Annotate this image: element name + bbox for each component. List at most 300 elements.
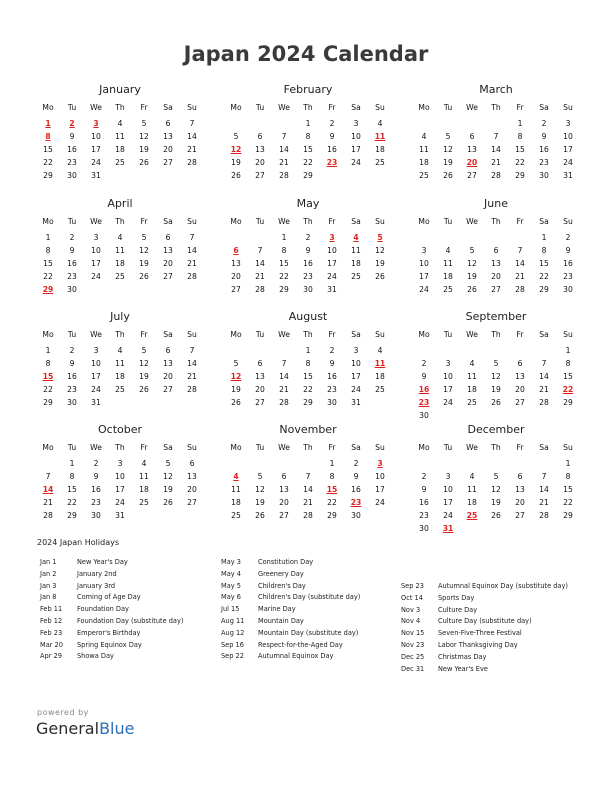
weekday-header: Tu [443,103,453,112]
weekday-header: Su [563,103,573,112]
empty-day [532,457,556,470]
month-august [224,309,392,409]
holiday-day: 14 [42,485,54,494]
day: 17 [327,259,337,268]
day: 9 [329,132,335,141]
month-name: May [296,197,320,210]
month-name: January [99,83,141,96]
day: 13 [491,259,501,268]
day: 15 [563,372,573,381]
day: 26 [231,171,241,180]
day: 30 [419,524,429,533]
weekday-header: Fr [328,330,336,339]
holiday-date: Apr 29 [40,652,62,661]
day: 14 [539,485,549,494]
weekday-header: Tu [67,330,77,339]
weekday-header: Mo [42,217,54,226]
holiday-date: Jan 2 [40,569,57,578]
day: 30 [327,398,337,407]
weekday-header: Th [115,103,125,112]
holiday-item [221,616,360,628]
day: 8 [517,132,523,141]
day: 1 [329,459,335,468]
weekday-header: Sa [351,443,361,452]
day: 12 [467,259,477,268]
weekday-header: We [278,217,290,226]
month-name: September [465,310,527,323]
day: 16 [563,259,573,268]
day: 16 [327,145,337,154]
holiday-name: Seven-Five-Three Festival [438,629,522,638]
weekday-header: Sa [351,103,361,112]
day: 7 [189,346,195,355]
day: 14 [255,259,265,268]
holiday-day: 15 [326,485,338,494]
day: 4 [141,459,147,468]
holiday-name: Spring Equinox Day [77,640,142,649]
day: 14 [279,145,289,154]
holiday-day: 22 [562,385,574,394]
day: 31 [91,171,101,180]
holiday-name: New Year's Day [77,558,128,566]
day: 21 [255,272,265,281]
weekday-header: Th [303,103,313,112]
holiday-date: Nov 15 [401,629,425,638]
day: 10 [375,472,385,481]
day: 7 [541,472,547,481]
day: 4 [117,233,123,242]
day: 2 [329,119,335,128]
holiday-name: Children's Day [258,581,306,590]
day: 22 [303,385,313,394]
day: 26 [139,158,149,167]
day: 5 [493,472,499,481]
day: 22 [67,498,77,507]
day: 2 [565,233,571,242]
day: 1 [69,459,75,468]
day: 31 [351,398,361,407]
day: 16 [539,145,549,154]
holiday-day: 29 [42,285,54,294]
day: 13 [515,485,525,494]
holiday-day: 5 [377,233,383,242]
day-grid [36,441,204,522]
day: 8 [305,359,311,368]
holiday-day: 23 [326,158,338,167]
day: 5 [445,132,451,141]
weekday-header: Fr [140,330,148,339]
holiday-name: Greenery Day [258,569,304,578]
day: 1 [565,459,571,468]
month-name: July [110,310,130,323]
holiday-item [40,640,183,652]
holiday-date: Feb 11 [40,605,63,614]
day: 22 [515,158,525,167]
day: 14 [491,145,501,154]
weekday-header: Fr [516,103,524,112]
weekday-header: Mo [42,443,54,452]
holiday-date: Jan 8 [40,593,57,602]
day: 1 [305,346,311,355]
day: 23 [67,272,77,281]
day: 30 [351,511,361,520]
day: 5 [141,119,147,128]
day: 5 [165,459,171,468]
day: 13 [515,372,525,381]
day: 17 [419,272,429,281]
holiday-name: January 3rd [77,581,116,590]
day: 13 [279,485,289,494]
day: 2 [69,346,75,355]
holiday-name: Foundation Day [77,605,129,614]
day: 17 [443,498,453,507]
day: 9 [541,132,547,141]
powered-by-text: powered by [37,708,89,717]
weekday-header: Fr [140,103,148,112]
day: 7 [189,119,195,128]
weekday-header: Th [115,443,125,452]
weekday-header: Fr [140,443,148,452]
day: 13 [255,372,265,381]
day: 27 [515,511,525,520]
weekday-header: We [278,443,290,452]
holiday-item [401,640,568,652]
day: 11 [443,259,453,268]
month-october [36,422,204,522]
holiday-item [401,616,568,628]
holiday-name: Children's Day (substitute day) [258,593,361,602]
day: 4 [377,346,383,355]
day: 1 [45,346,51,355]
holiday-day: 4 [233,472,239,481]
holiday-name: Culture Day [438,605,478,614]
day: 15 [515,145,525,154]
day: 15 [67,485,77,494]
day: 30 [67,398,77,407]
day: 7 [45,472,51,481]
brand-general: General [36,719,100,738]
holiday-name: Autumnal Equinox Day (substitute day) [438,582,568,590]
day: 8 [281,246,287,255]
holiday-item [401,664,568,676]
day: 6 [281,472,287,481]
day: 29 [327,511,337,520]
holiday-day: 1 [45,119,51,128]
month-may [224,196,392,296]
empty-day [484,231,508,244]
month-february [224,82,392,182]
weekday-header: Th [303,217,313,226]
day: 9 [565,246,571,255]
day: 9 [305,246,311,255]
day: 27 [163,158,173,167]
day: 12 [491,485,501,494]
day: 18 [115,145,125,154]
weekday-header: Th [303,330,313,339]
holiday-date: Sep 16 [221,640,244,649]
weekday-header: Sa [163,330,173,339]
holiday-name: Showa Day [77,652,114,661]
weekday-header: Mo [230,330,242,339]
day: 12 [491,372,501,381]
holiday-day: 12 [230,372,242,381]
day: 23 [67,385,77,394]
day: 28 [279,398,289,407]
day: 24 [419,285,429,294]
day: 21 [187,259,197,268]
day: 26 [139,272,149,281]
day: 7 [493,132,499,141]
empty-day [224,457,248,470]
day: 20 [187,485,197,494]
day: 19 [163,485,173,494]
day: 19 [443,158,453,167]
day: 28 [491,171,501,180]
day: 5 [233,359,239,368]
day: 2 [541,119,547,128]
day: 9 [421,485,427,494]
empty-day [436,344,460,357]
day: 2 [421,359,427,368]
day: 5 [469,246,475,255]
holiday-date: Sep 23 [401,582,424,590]
day: 12 [443,145,453,154]
weekday-header: Tu [255,103,265,112]
day: 24 [91,272,101,281]
page-title: Japan 2024 Calendar [183,42,429,66]
weekday-header: Sa [539,103,549,112]
weekday-header: Tu [443,330,453,339]
empty-day [412,117,436,130]
day: 27 [255,398,265,407]
weekday-header: Mo [230,103,242,112]
day: 7 [541,359,547,368]
holiday-date: Feb 23 [40,628,63,637]
day: 13 [255,145,265,154]
day: 19 [139,372,149,381]
day: 30 [419,411,429,420]
brand-logo[interactable] [36,719,134,738]
holiday-item [401,652,568,664]
weekday-header: Th [115,330,125,339]
holiday-date: Dec 25 [401,652,425,661]
weekday-header: Su [563,443,573,452]
holiday-date: Aug 12 [221,628,245,637]
day: 10 [91,246,101,255]
day: 24 [443,398,453,407]
month-name: February [283,83,333,96]
day: 27 [187,498,197,507]
day: 4 [469,472,475,481]
day: 23 [91,498,101,507]
holiday-date: Feb 12 [40,616,63,625]
day: 28 [539,398,549,407]
weekday-header: Su [187,443,197,452]
day: 24 [351,385,361,394]
day: 8 [69,472,75,481]
empty-day [224,231,248,244]
weekday-header: Sa [163,103,173,112]
day: 8 [45,246,51,255]
holiday-day: 20 [466,158,478,167]
day: 10 [351,359,361,368]
day: 27 [163,385,173,394]
day: 23 [67,158,77,167]
holidays-title: 2024 Japan Holidays [37,538,119,547]
day: 2 [69,233,75,242]
month-name: November [279,423,337,436]
day-grid [412,215,580,296]
holiday-item [40,569,183,581]
day: 18 [375,145,385,154]
day: 2 [93,459,99,468]
day: 15 [43,145,53,154]
day: 25 [115,158,125,167]
holiday-item [221,592,360,604]
day: 29 [515,171,525,180]
day: 29 [43,398,53,407]
day: 14 [187,246,197,255]
day: 30 [539,171,549,180]
holiday-item [40,604,183,616]
empty-day [460,344,484,357]
day: 19 [255,498,265,507]
day: 11 [467,372,477,381]
day: 31 [91,398,101,407]
holiday-date: May 4 [221,569,241,578]
day: 12 [139,246,149,255]
weekday-header: Mo [42,103,54,112]
weekday-header: Tu [255,330,265,339]
day: 1 [305,119,311,128]
day: 27 [515,398,525,407]
day-grid [224,441,392,522]
day: 11 [115,359,125,368]
day: 10 [351,132,361,141]
day: 30 [67,285,77,294]
holiday-name: Coming of Age Day [77,593,141,602]
day: 4 [117,346,123,355]
day: 15 [303,372,313,381]
holiday-day: 15 [42,372,54,381]
empty-day [296,457,320,470]
weekday-header: We [278,103,290,112]
weekday-header: Tu [67,103,77,112]
weekday-header: Su [375,103,385,112]
empty-day [436,457,460,470]
holiday-item [221,640,360,652]
holiday-date: Nov 3 [401,605,421,614]
holiday-item [401,593,568,605]
day: 1 [281,233,287,242]
holiday-date: Sep 22 [221,652,244,661]
weekday-header: Mo [230,217,242,226]
empty-day [532,344,556,357]
day: 29 [303,171,313,180]
day: 16 [419,498,429,507]
holiday-date: Nov 4 [401,617,421,626]
empty-day [460,117,484,130]
day: 1 [45,233,51,242]
holiday-day: 4 [353,233,359,242]
day: 1 [565,346,571,355]
day-grid [224,328,392,409]
weekday-header: Su [187,330,197,339]
day: 6 [165,233,171,242]
holiday-day: 3 [93,119,99,128]
day: 8 [565,359,571,368]
day: 9 [93,472,99,481]
day: 28 [187,385,197,394]
day: 16 [67,259,77,268]
day: 17 [351,145,361,154]
day: 5 [233,132,239,141]
weekday-header: Sa [351,217,361,226]
day: 24 [563,158,573,167]
day: 4 [377,119,383,128]
weekday-header: Fr [140,217,148,226]
month-march [412,82,580,182]
empty-day [484,457,508,470]
day: 17 [115,485,125,494]
weekday-header: Tu [443,443,453,452]
holiday-day: 23 [418,398,430,407]
holiday-item [40,651,183,663]
day: 3 [117,459,123,468]
holiday-item [401,581,568,593]
day: 13 [163,132,173,141]
day: 24 [91,385,101,394]
day: 17 [375,485,385,494]
day: 11 [419,145,429,154]
day: 10 [419,259,429,268]
empty-day [224,344,248,357]
day: 31 [115,511,125,520]
day: 26 [255,511,265,520]
empty-day [412,231,436,244]
weekday-header: Tu [67,217,77,226]
day-grid [224,215,392,296]
holiday-date: Dec 31 [401,664,425,673]
weekday-header: Sa [163,217,173,226]
weekday-header: Mo [418,103,430,112]
day: 14 [279,372,289,381]
day: 12 [375,246,385,255]
day: 3 [445,359,451,368]
empty-day [484,344,508,357]
month-april [36,196,204,296]
holiday-name: Foundation Day (substitute day) [77,616,184,625]
day: 1 [541,233,547,242]
day: 1 [517,119,523,128]
day: 13 [467,145,477,154]
empty-day [36,457,60,470]
holiday-item [221,569,360,581]
day: 31 [327,285,337,294]
holiday-day: 8 [45,132,51,141]
weekday-header: Fr [328,103,336,112]
holiday-item [221,581,360,593]
day: 24 [375,498,385,507]
holiday-date: Jan 3 [40,581,57,590]
day: 21 [539,498,549,507]
day-grid [36,215,204,296]
day: 23 [539,158,549,167]
day: 3 [565,119,571,128]
day: 8 [541,246,547,255]
month-january [36,82,204,182]
weekday-header: Tu [255,217,265,226]
